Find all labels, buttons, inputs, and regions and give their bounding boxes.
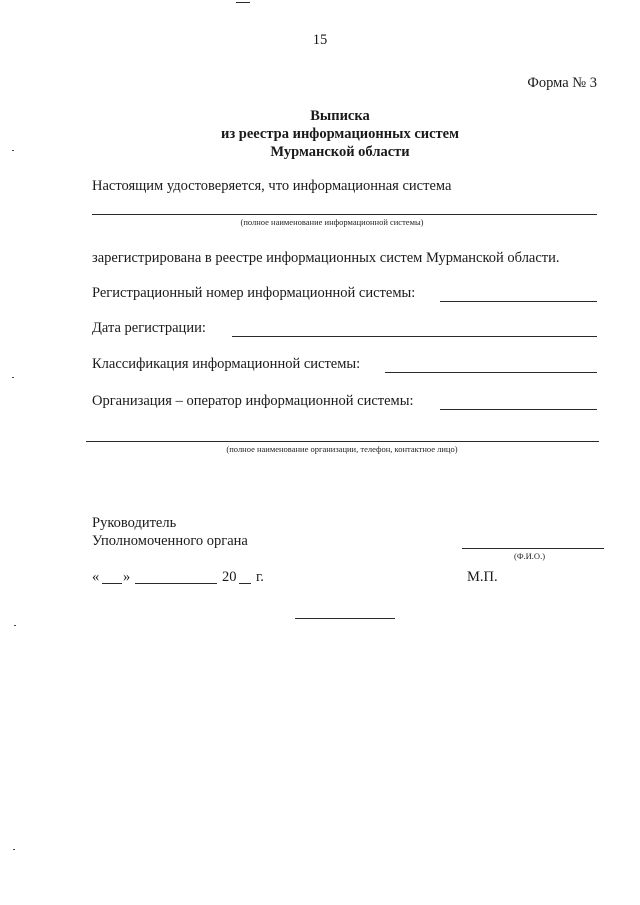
title-line-2: из реестра информационных систем [221, 126, 459, 142]
date-close-quote: » [123, 569, 131, 585]
date-year-suffix: г. [256, 569, 264, 585]
label-operator: Организация – оператор информационной системы: [92, 393, 414, 409]
date-day-line[interactable] [102, 583, 122, 584]
caption-operator: (полное наименование организации, телефон, контактное лицо) [226, 444, 458, 454]
scan-speck [12, 377, 14, 378]
reg-date-line[interactable] [232, 336, 597, 337]
signatory-line-1: Руководитель [92, 515, 177, 531]
caption-system-name: (полное наименование информационной системы) [240, 217, 424, 227]
label-reg-number: Регистрационный номер информационной системы: [92, 285, 416, 301]
label-reg-date: Дата регистрации: [92, 320, 206, 336]
classification-line[interactable] [385, 372, 597, 373]
signatory-line-2: Уполномоченного органа [92, 533, 248, 549]
date-year-line[interactable] [239, 583, 251, 584]
scan-speck [13, 849, 15, 850]
form-label: Форма № 3 [527, 75, 597, 91]
stamp-label: М.П. [467, 569, 498, 585]
fio-line[interactable] [462, 548, 604, 549]
title-line-1: Выписка [310, 108, 370, 124]
date-year-prefix: 20 [222, 569, 237, 585]
scan-speck [14, 625, 16, 626]
page-number: 15 [312, 32, 328, 48]
operator-line[interactable] [440, 409, 597, 410]
system-name-line[interactable] [92, 214, 597, 215]
registered-text: зарегистрирована в реестре информационных систем Мурманской области. [92, 250, 560, 266]
scan-artifact-line [236, 2, 250, 3]
title-line-3: Мурманской области [270, 144, 410, 160]
operator-name-line[interactable] [86, 441, 599, 442]
date-month-line[interactable] [135, 583, 217, 584]
caption-fio: (Ф.И.О.) [514, 551, 546, 561]
end-divider [295, 618, 395, 619]
reg-number-line[interactable] [440, 301, 597, 302]
label-classification: Классификация информационной системы: [92, 356, 361, 372]
date-open-quote: « [92, 569, 100, 585]
scan-speck [12, 150, 14, 151]
intro-text: Настоящим удостоверяется, что информационная система [92, 178, 452, 194]
